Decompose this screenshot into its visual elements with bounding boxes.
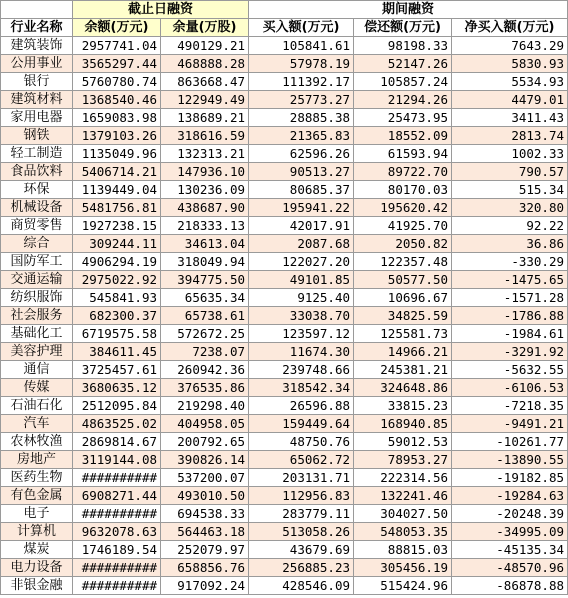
industry-name-cell: 煤炭: [1, 541, 73, 559]
repay-amount-cell: 98198.33: [354, 37, 452, 55]
repay-amount-cell: 50577.50: [354, 271, 452, 289]
net-buy-cell: -7218.35: [452, 397, 568, 415]
industry-name-cell: 汽车: [1, 415, 73, 433]
balance-cell: 1746189.54: [73, 541, 161, 559]
table-row: [1, 577, 568, 595]
group-header-period-financing: 期间融资: [249, 1, 568, 19]
balance-cell: 2975022.92: [73, 271, 161, 289]
volume-cell: 438687.90: [161, 199, 249, 217]
net-buy-cell: -1984.61: [452, 325, 568, 343]
group-header-row: [1, 1, 568, 19]
table-row: [1, 343, 568, 361]
volume-cell: 537200.07: [161, 469, 249, 487]
industry-name-cell: 社会服务: [1, 307, 73, 325]
buy-amount-cell: 42017.91: [249, 217, 354, 235]
volume-cell: 252079.97: [161, 541, 249, 559]
repay-amount-cell: 2050.82: [354, 235, 452, 253]
net-buy-cell: 92.22: [452, 217, 568, 235]
column-header-buy-amount: 买入额(万元): [249, 19, 354, 37]
buy-amount-cell: 203131.71: [249, 469, 354, 487]
industry-name-cell: 纺织服饰: [1, 289, 73, 307]
volume-cell: 219298.40: [161, 397, 249, 415]
balance-cell: 5760780.74: [73, 73, 161, 91]
buy-amount-cell: 239748.66: [249, 361, 354, 379]
buy-amount-cell: 112956.83: [249, 487, 354, 505]
table-row: [1, 199, 568, 217]
net-buy-cell: 2813.74: [452, 127, 568, 145]
net-buy-cell: -10261.77: [452, 433, 568, 451]
buy-amount-cell: 57978.19: [249, 55, 354, 73]
net-buy-cell: -13890.55: [452, 451, 568, 469]
industry-name-cell: 家用电器: [1, 109, 73, 127]
table-row: [1, 379, 568, 397]
net-buy-cell: 5830.93: [452, 55, 568, 73]
table-row: [1, 559, 568, 577]
table-row: [1, 55, 568, 73]
volume-cell: 218333.13: [161, 217, 249, 235]
volume-cell: 122949.49: [161, 91, 249, 109]
table-row: [1, 271, 568, 289]
buy-amount-cell: 122027.20: [249, 253, 354, 271]
buy-amount-cell: 33038.70: [249, 307, 354, 325]
repay-amount-cell: 34825.59: [354, 307, 452, 325]
buy-amount-cell: 111392.17: [249, 73, 354, 91]
repay-amount-cell: 304027.50: [354, 505, 452, 523]
balance-cell: 3725457.61: [73, 361, 161, 379]
repay-amount-cell: 324648.86: [354, 379, 452, 397]
repay-amount-cell: 88815.03: [354, 541, 452, 559]
table-row: [1, 181, 568, 199]
buy-amount-cell: 62596.26: [249, 145, 354, 163]
buy-amount-cell: 28885.38: [249, 109, 354, 127]
industry-name-cell: 通信: [1, 361, 73, 379]
buy-amount-cell: 318542.34: [249, 379, 354, 397]
repay-amount-cell: 245381.21: [354, 361, 452, 379]
repay-amount-cell: 41925.70: [354, 217, 452, 235]
industry-name-cell: 国防军工: [1, 253, 73, 271]
repay-amount-cell: 21294.26: [354, 91, 452, 109]
volume-cell: 260942.36: [161, 361, 249, 379]
table-row: [1, 541, 568, 559]
balance-cell: 682300.37: [73, 307, 161, 325]
industry-name-cell: 电力设备: [1, 559, 73, 577]
balance-cell: 6719575.58: [73, 325, 161, 343]
net-buy-cell: -5632.55: [452, 361, 568, 379]
balance-cell: 2869814.67: [73, 433, 161, 451]
industry-name-cell: 轻工制造: [1, 145, 73, 163]
net-buy-cell: -1475.65: [452, 271, 568, 289]
net-buy-cell: -48570.96: [452, 559, 568, 577]
repay-amount-cell: 10696.67: [354, 289, 452, 307]
volume-cell: 572672.25: [161, 325, 249, 343]
net-buy-cell: -3291.92: [452, 343, 568, 361]
buy-amount-cell: 256885.23: [249, 559, 354, 577]
balance-cell: 5481756.81: [73, 199, 161, 217]
balance-cell: 1379103.26: [73, 127, 161, 145]
net-buy-cell: 5534.93: [452, 73, 568, 91]
buy-amount-cell: 21365.83: [249, 127, 354, 145]
table-row: [1, 145, 568, 163]
net-buy-cell: 1002.33: [452, 145, 568, 163]
industry-name-cell: 机械设备: [1, 199, 73, 217]
industry-name-cell: 非银金融: [1, 577, 73, 595]
balance-cell: 545841.93: [73, 289, 161, 307]
buy-amount-cell: 9125.40: [249, 289, 354, 307]
industry-name-cell: 建筑材料: [1, 91, 73, 109]
repay-amount-cell: 132241.46: [354, 487, 452, 505]
balance-cell: 1368540.46: [73, 91, 161, 109]
volume-cell: 138689.21: [161, 109, 249, 127]
buy-amount-cell: 48750.76: [249, 433, 354, 451]
table-row: [1, 73, 568, 91]
net-buy-cell: -1786.88: [452, 307, 568, 325]
table-row: [1, 451, 568, 469]
buy-amount-cell: 49101.85: [249, 271, 354, 289]
volume-cell: 468888.28: [161, 55, 249, 73]
net-buy-cell: 36.86: [452, 235, 568, 253]
repay-amount-cell: 33815.23: [354, 397, 452, 415]
repay-amount-cell: 61593.94: [354, 145, 452, 163]
balance-cell: 4863525.02: [73, 415, 161, 433]
industry-name-cell: 钢铁: [1, 127, 73, 145]
net-buy-cell: 790.57: [452, 163, 568, 181]
volume-cell: 147936.10: [161, 163, 249, 181]
buy-amount-cell: 195941.22: [249, 199, 354, 217]
repay-amount-cell: 18552.09: [354, 127, 452, 145]
repay-amount-cell: 25473.95: [354, 109, 452, 127]
industry-name-cell: 计算机: [1, 523, 73, 541]
volume-cell: 658856.76: [161, 559, 249, 577]
repay-amount-cell: 305456.19: [354, 559, 452, 577]
column-header-balance: 余额(万元): [73, 19, 161, 37]
table-row: [1, 217, 568, 235]
column-header-volume: 余量(万股): [161, 19, 249, 37]
balance-cell: 6908271.44: [73, 487, 161, 505]
repay-amount-cell: 195620.42: [354, 199, 452, 217]
buy-amount-cell: 159449.64: [249, 415, 354, 433]
repay-amount-cell: 168940.85: [354, 415, 452, 433]
volume-cell: 7238.07: [161, 343, 249, 361]
balance-cell: ##########: [73, 505, 161, 523]
balance-cell: 2957741.04: [73, 37, 161, 55]
balance-cell: 2512095.84: [73, 397, 161, 415]
buy-amount-cell: 26596.88: [249, 397, 354, 415]
volume-cell: 130236.09: [161, 181, 249, 199]
industry-name-cell: 石油石化: [1, 397, 73, 415]
balance-cell: ##########: [73, 469, 161, 487]
repay-amount-cell: 222314.56: [354, 469, 452, 487]
repay-amount-cell: 125581.73: [354, 325, 452, 343]
balance-cell: 4906294.19: [73, 253, 161, 271]
net-buy-cell: 320.80: [452, 199, 568, 217]
buy-amount-cell: 105841.61: [249, 37, 354, 55]
column-header-row: [1, 19, 568, 37]
table-row: [1, 469, 568, 487]
net-buy-cell: -1571.28: [452, 289, 568, 307]
industry-name-cell: 食品饮料: [1, 163, 73, 181]
industry-name-cell: 有色金属: [1, 487, 73, 505]
volume-cell: 694538.33: [161, 505, 249, 523]
buy-amount-cell: 25773.27: [249, 91, 354, 109]
buy-amount-cell: 283779.11: [249, 505, 354, 523]
table-row: [1, 307, 568, 325]
industry-name-cell: 建筑装饰: [1, 37, 73, 55]
balance-cell: 5406714.21: [73, 163, 161, 181]
buy-amount-cell: 513058.26: [249, 523, 354, 541]
table-row: [1, 361, 568, 379]
net-buy-cell: 3411.43: [452, 109, 568, 127]
net-buy-cell: -19182.85: [452, 469, 568, 487]
table-row: [1, 109, 568, 127]
balance-cell: 1135049.96: [73, 145, 161, 163]
volume-cell: 65738.61: [161, 307, 249, 325]
volume-cell: 490129.21: [161, 37, 249, 55]
volume-cell: 394775.50: [161, 271, 249, 289]
balance-cell: 3680635.12: [73, 379, 161, 397]
industry-name-cell: 农林牧渔: [1, 433, 73, 451]
buy-amount-cell: 2087.68: [249, 235, 354, 253]
net-buy-cell: -330.29: [452, 253, 568, 271]
repay-amount-cell: 548053.35: [354, 523, 452, 541]
volume-cell: 34613.04: [161, 235, 249, 253]
table-row: [1, 253, 568, 271]
table-row: [1, 163, 568, 181]
industry-name-cell: 公用事业: [1, 55, 73, 73]
column-header-industry: 行业名称: [1, 19, 73, 37]
column-header-repay-amount: 偿还额(万元): [354, 19, 452, 37]
repay-amount-cell: 59012.53: [354, 433, 452, 451]
volume-cell: 200792.65: [161, 433, 249, 451]
balance-cell: 3119144.08: [73, 451, 161, 469]
balance-cell: ##########: [73, 559, 161, 577]
table-row: [1, 37, 568, 55]
buy-amount-cell: 65062.72: [249, 451, 354, 469]
net-buy-cell: 4479.01: [452, 91, 568, 109]
industry-name-cell: 环保: [1, 181, 73, 199]
net-buy-cell: -9491.21: [452, 415, 568, 433]
repay-amount-cell: 52147.26: [354, 55, 452, 73]
group-header-blank-cell: [1, 1, 73, 19]
volume-cell: 493010.50: [161, 487, 249, 505]
industry-name-cell: 综合: [1, 235, 73, 253]
table-row: [1, 415, 568, 433]
industry-name-cell: 基础化工: [1, 325, 73, 343]
balance-cell: 1139449.04: [73, 181, 161, 199]
repay-amount-cell: 89722.70: [354, 163, 452, 181]
net-buy-cell: -45135.34: [452, 541, 568, 559]
volume-cell: 65635.34: [161, 289, 249, 307]
industry-name-cell: 传媒: [1, 379, 73, 397]
repay-amount-cell: 14966.21: [354, 343, 452, 361]
repay-amount-cell: 122357.48: [354, 253, 452, 271]
table-row: [1, 325, 568, 343]
table-row: [1, 523, 568, 541]
volume-cell: 376535.86: [161, 379, 249, 397]
table-row: [1, 235, 568, 253]
industry-name-cell: 医药生物: [1, 469, 73, 487]
industry-name-cell: 美容护理: [1, 343, 73, 361]
repay-amount-cell: 78953.27: [354, 451, 452, 469]
industry-name-cell: 电子: [1, 505, 73, 523]
table-row: [1, 487, 568, 505]
industry-name-cell: 房地产: [1, 451, 73, 469]
table-row: [1, 397, 568, 415]
net-buy-cell: -19284.63: [452, 487, 568, 505]
group-header-closing-financing: 截止日融资: [73, 1, 249, 19]
repay-amount-cell: 515424.96: [354, 577, 452, 595]
net-buy-cell: -20248.39: [452, 505, 568, 523]
net-buy-cell: 515.34: [452, 181, 568, 199]
balance-cell: ##########: [73, 577, 161, 595]
repay-amount-cell: 80170.03: [354, 181, 452, 199]
volume-cell: 917092.24: [161, 577, 249, 595]
buy-amount-cell: 123597.12: [249, 325, 354, 343]
table-row: [1, 289, 568, 307]
industry-name-cell: 商贸零售: [1, 217, 73, 235]
table-row: [1, 505, 568, 523]
volume-cell: 390826.14: [161, 451, 249, 469]
balance-cell: 1659083.98: [73, 109, 161, 127]
column-header-net-buy: 净买入额(万元): [452, 19, 568, 37]
balance-cell: 309244.11: [73, 235, 161, 253]
net-buy-cell: 7643.29: [452, 37, 568, 55]
repay-amount-cell: 105857.24: [354, 73, 452, 91]
buy-amount-cell: 428546.09: [249, 577, 354, 595]
industry-name-cell: 银行: [1, 73, 73, 91]
balance-cell: 384611.45: [73, 343, 161, 361]
balance-cell: 1927238.15: [73, 217, 161, 235]
buy-amount-cell: 43679.69: [249, 541, 354, 559]
volume-cell: 404958.05: [161, 415, 249, 433]
volume-cell: 318049.94: [161, 253, 249, 271]
net-buy-cell: -86878.88: [452, 577, 568, 595]
buy-amount-cell: 90513.27: [249, 163, 354, 181]
table-row: [1, 127, 568, 145]
volume-cell: 564463.18: [161, 523, 249, 541]
buy-amount-cell: 11674.30: [249, 343, 354, 361]
buy-amount-cell: 80685.37: [249, 181, 354, 199]
industry-name-cell: 交通运输: [1, 271, 73, 289]
volume-cell: 318616.59: [161, 127, 249, 145]
table-row: [1, 433, 568, 451]
volume-cell: 132313.21: [161, 145, 249, 163]
balance-cell: 9632078.63: [73, 523, 161, 541]
net-buy-cell: -34995.09: [452, 523, 568, 541]
volume-cell: 863668.47: [161, 73, 249, 91]
balance-cell: 3565297.44: [73, 55, 161, 73]
net-buy-cell: -6106.53: [452, 379, 568, 397]
table-row: [1, 91, 568, 109]
